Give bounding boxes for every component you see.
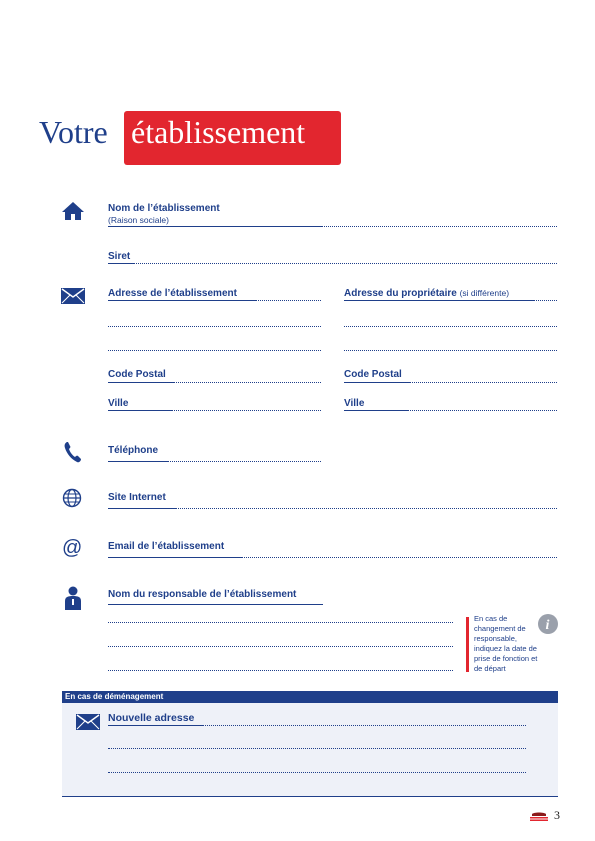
nouvelle-adresse-field-3[interactable] [108,772,526,773]
note-text: En cas de changement de responsable, indiquez la date de prise de fonction et de départ [474,614,538,673]
responsable-field-2[interactable] [108,646,453,647]
cp-left-label: Code Postal [108,369,166,380]
adresse-prop-label-text: Adresse du propriétaire [344,288,457,299]
email-underline [108,557,242,558]
ville-right-label: Ville [344,398,365,409]
adresse-prop-note: (si différente) [459,288,510,298]
responsable-underline [108,604,323,605]
at-icon [61,536,83,558]
person-icon [64,586,82,610]
ville-left-label: Ville [108,398,129,409]
siret-underline [108,263,134,264]
site-label: Site Internet [108,492,166,503]
nouvelle-adresse-label: Nouvelle adresse [108,712,195,724]
logo [529,810,549,828]
telephone-underline [108,461,168,462]
cp-right-label: Code Postal [344,369,402,380]
responsable-label: Nom du responsable de l’établissement [108,589,297,600]
cp-right-underline [344,382,410,383]
moving-box-header-text: En cas de déménagement [65,692,164,701]
envelope-icon [76,714,100,730]
adresse-etab-field-2[interactable] [108,326,321,327]
adresse-prop-field-2[interactable] [344,326,557,327]
adresse-etab-label: Adresse de l’établissement [108,288,237,299]
adresse-etab-field-1[interactable] [256,300,321,301]
adresse-etab-field-3[interactable] [108,350,321,351]
cp-left-field[interactable] [174,382,321,383]
globe-icon [62,488,82,508]
ville-right-underline [344,410,408,411]
nom-field[interactable] [321,226,557,227]
adresse-prop-label [344,288,509,299]
nom-label: Nom de l’établissement [108,203,220,214]
ville-left-field[interactable] [172,410,321,411]
responsable-field-1[interactable] [108,622,453,623]
envelope-icon [61,288,85,304]
telephone-field[interactable] [168,461,321,462]
svg-text:i: i [545,618,550,633]
nom-underline [108,226,321,227]
ville-right-field[interactable] [408,410,557,411]
note-bar [466,617,469,672]
site-field[interactable] [176,508,557,509]
cp-right-field[interactable] [410,382,557,383]
nouvelle-adresse-field-1[interactable] [203,725,526,726]
page-number: 3 [554,808,560,822]
adresse-prop-field-1[interactable] [534,300,557,301]
ville-left-underline [108,410,172,411]
email-field[interactable] [242,557,557,558]
adresse-etab-underline [108,300,256,301]
nom-sub-label: (Raison sociale) [108,215,169,225]
info-icon [538,614,558,634]
siret-field[interactable] [134,263,557,264]
house-icon [61,201,85,221]
siret-label: Siret [108,251,131,262]
cp-left-underline [108,382,174,383]
responsable-field-3[interactable] [108,670,453,671]
title-votre: Votre [39,114,108,150]
email-label: Email de l’établissement [108,541,225,552]
title-etablissement: établissement [131,114,306,150]
nouvelle-adresse-underline [108,725,203,726]
site-underline [108,508,176,509]
svg-text:@: @ [62,537,83,558]
phone-icon [64,441,82,463]
adresse-prop-underline [344,300,534,301]
adresse-prop-field-3[interactable] [344,350,557,351]
nouvelle-adresse-field-2[interactable] [108,748,526,749]
telephone-label: Téléphone [108,445,159,456]
